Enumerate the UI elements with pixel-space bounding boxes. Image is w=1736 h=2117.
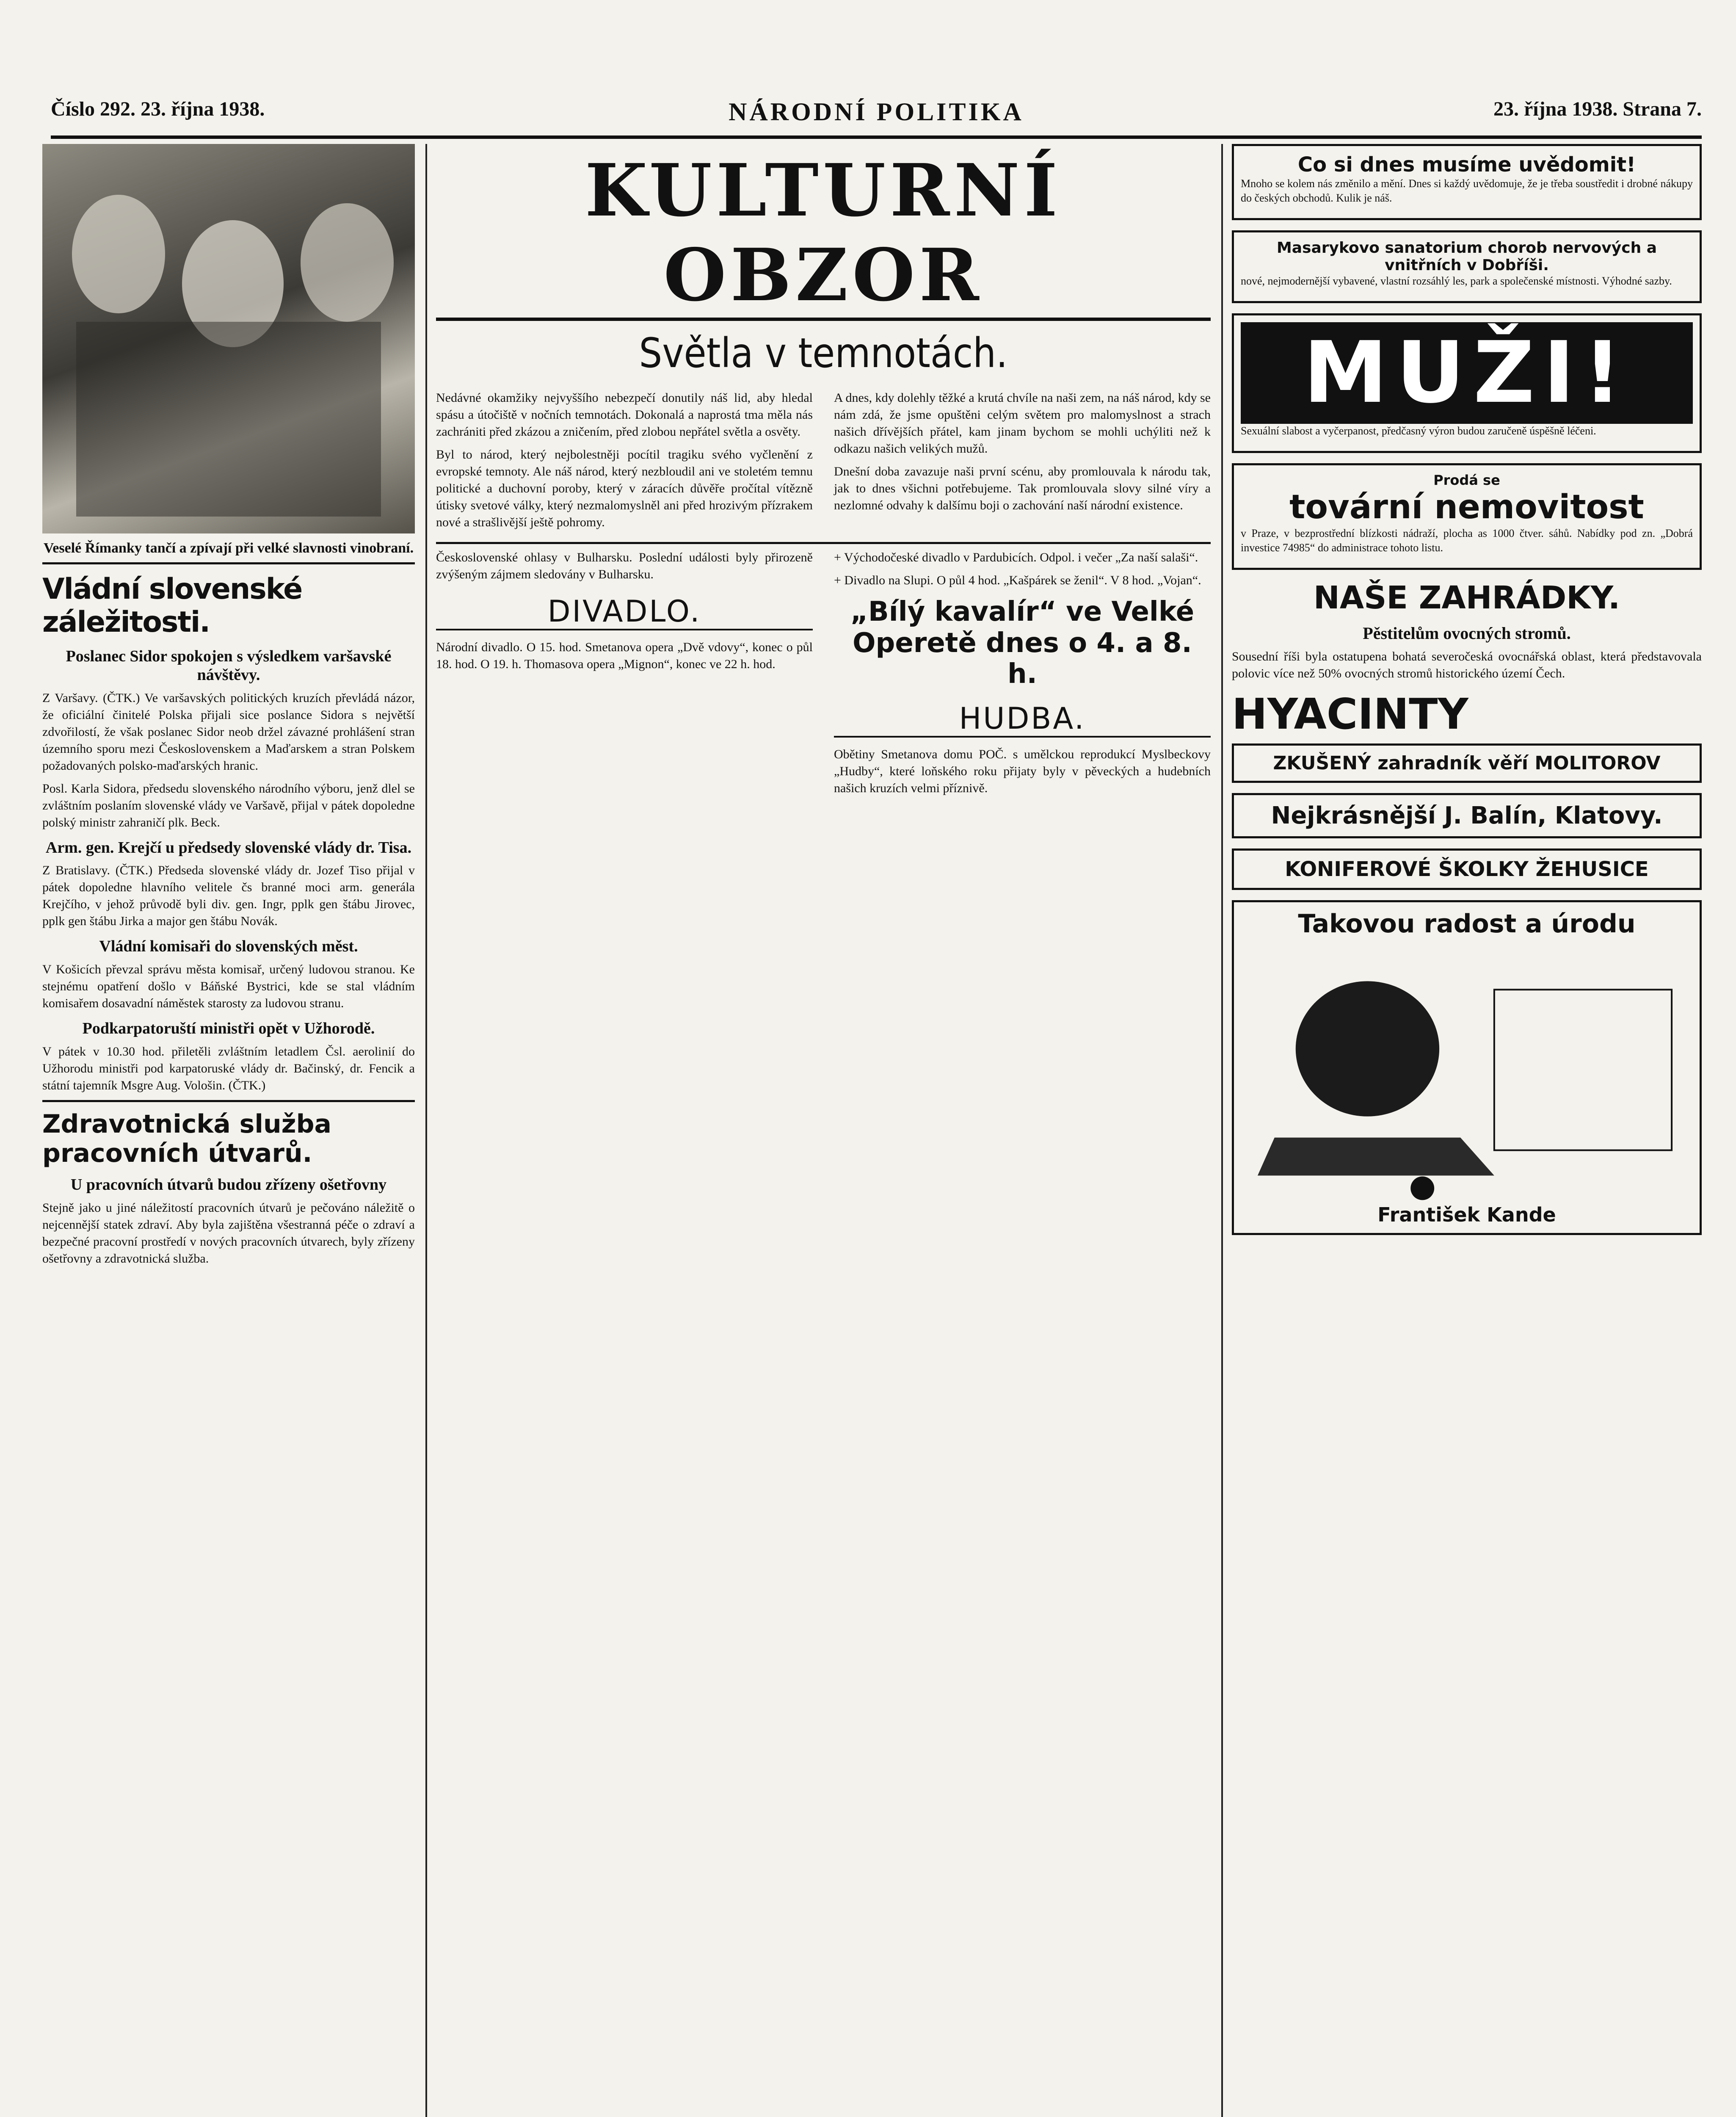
- advert-text: Sexuální slabost a vyčerpanost, předčasný výron budou zaručeně úspěšně léčeni.: [1241, 425, 1596, 437]
- page-number: 23. října 1938. Strana 7.: [1493, 98, 1702, 120]
- advert-box: [1232, 230, 1702, 303]
- advert-title: tovární nemovitost: [1289, 488, 1644, 526]
- advert-signature: František Kande: [1377, 1203, 1556, 1227]
- article-text: A dnes, kdy dolehly těžké a krutá chvíle na naši zem, na náš národ, kdy se nám zdá, že jsme opuštěni celým světem pro malomyslnost a strach našich dřívějších přátel, kam jinam bychom se mohli uchýliti než k odkazu našich velikých mužů.: [834, 391, 1211, 456]
- advert-box: [1232, 313, 1702, 453]
- column-right: [1232, 144, 1702, 2117]
- article-text: Z Bratislavy. (ČTK.) Předseda slovenské vlády dr. Jozef Tiso přijal v pátek dopoledne hlavního velitele čs branné moci arm. generála Krejčího, v jehož průvodě byli div. gen. Ingr, pplk gen štábu Jirovec, pplk gen štábu Jirka a major gen štábu Novák.: [42, 863, 415, 929]
- advert-box: [1232, 144, 1702, 220]
- advert-title: Nejkrásnější J. Balín, Klatovy.: [1271, 802, 1663, 830]
- column-center: [436, 144, 1211, 2117]
- advert-box: [1232, 848, 1702, 890]
- fruit-cart-illustration: [1241, 939, 1693, 1201]
- newspaper-title: NÁRODNÍ POLITIKA: [729, 98, 1024, 126]
- article-text: Československé ohlasy v Bulharsku. Poslední události byly přirozeně zvýšeným zájmem sledovány v Bulharsku.: [436, 550, 813, 581]
- divider: [42, 562, 415, 564]
- article-heading: Podkarpatoruští ministři opět v Užhorodě.: [82, 1020, 375, 1038]
- article-text: Sousední říši byla ostatupena bohatá severočeská ovocnářská oblast, která představovala polovic více než 50% ovocných stromů historického území Čech.: [1232, 649, 1702, 681]
- article-column: [436, 390, 813, 537]
- advert-title: HYACINTY: [1232, 689, 1468, 739]
- listings-column: [834, 549, 1211, 803]
- operetta-ad: „Bílý kavalír“ ve Velké Operetě dnes o 4. a 8. h.: [850, 596, 1195, 690]
- advert-title: MUŽI!: [1241, 322, 1693, 424]
- advert-text: Mnoho se kolem nás změnilo a mění. Dnes si každý uvědomuje, že je třeba soustředit i drobné nákupy do českých obchodů. Kulik je náš.: [1241, 177, 1693, 204]
- column-left: [42, 144, 415, 2117]
- section-heading: DIVADLO.: [436, 594, 813, 630]
- article-heading: Zdravotnická služba pracovních útvarů.: [42, 1109, 332, 1168]
- article-body: [436, 390, 1211, 537]
- section-heading: NAŠE ZAHRÁDKY.: [1313, 580, 1620, 616]
- article-text: Nedávné okamžiky nejvyššího nebezpečí donutily náš lid, aby hledal spásu a útočiště v nočních temnotách. Dokonalá a naprostá tma měla nás zachrániti před zkázou a zničením, před zlobou nepřátel světla a osvěty.: [436, 391, 813, 439]
- theatre-listing: + Divadlo na Slupi. O půl 4 hod. „Kašpárek se ženil“. V 8 hod. „Vojan“.: [834, 573, 1201, 587]
- section-title: KULTURNÍ OBZOR: [436, 148, 1211, 321]
- advert-box: [1232, 463, 1702, 570]
- divider: [42, 1100, 415, 1102]
- theatre-listing: + Východočeské divadlo v Pardubicích. Odpol. i večer „Za naší salaši“.: [834, 550, 1198, 564]
- article-text: Posl. Karla Sidora, předsedu slovenského národního výboru, jenž dlel se zvláštním poslaním slovenské vlády ve Varšavě, přijal v pátek dopoledne polský ministr zahraničí plk. Beck.: [42, 781, 415, 829]
- article-heading: Vládní komisaři do slovenských měst.: [99, 937, 358, 956]
- article-text: Byl to národ, který nejbolestněji pocítil tragiku svého vyčlenění z evropské temnoty. Ale náš národ, který nezbloudil ani ve stoletém temnu politické a duchovní poroby, který v záracích důvěře pročítal vítězně útisky svetové války, který nezmalomyslněl ani před hrozivým přízrakem nové a strašlivější ještě pohromy.: [436, 448, 813, 529]
- section-heading: Vládní slovenské záležitosti.: [42, 572, 302, 639]
- article-title: Světla v temnotách.: [639, 329, 1008, 377]
- article-text: V Košicích převzal správu města komisař, určený ludovou stranou. Ke stejnému opatření došlo v Báňské Bystrici, kde se stal vládním komisařem dosavadní náměstek starosty za ludovou stranu.: [42, 962, 415, 1011]
- section-heading: HUDBA.: [834, 701, 1211, 738]
- advert-title: KONIFEROVÉ ŠKOLKY ŽEHUSICE: [1285, 857, 1649, 882]
- advert-box: [1232, 793, 1702, 838]
- music-listing: Obětiny Smetanova domu POČ. s umělckou reprodukcí Myslbeckovy „Hudby“, které loňského roku přijaty byly v pěveckých a hudebních našich kruzích velmi příznivě.: [834, 747, 1211, 795]
- advert-title: Takovou radost a úrodu: [1298, 909, 1636, 939]
- advert-title: Co si dnes musíme uvědomit!: [1297, 153, 1636, 177]
- article-heading: Poslanec Sidor spokojen s výsledkem varšavské návštěvy.: [66, 647, 392, 684]
- advert-title: Masarykovo sanatorium chorob nervových a vnitřních v Dobříši.: [1276, 239, 1657, 274]
- advert-text: nové, nejmodernější vybavené, vlastní rozsáhlý les, park a společenské místnosti. Výhodné sazby.: [1241, 275, 1672, 287]
- masthead: [51, 85, 1702, 139]
- article-heading: Arm. gen. Krejčí u předsedy slovenské vlády dr. Tisa.: [45, 838, 412, 857]
- advert-pretitle: Prodá se: [1433, 472, 1500, 488]
- article-text: Dnešní doba zavazuje naši první scénu, aby promlouvala k národu tak, jak to dnes všichni potřebujeme. Tak promlouvala slovy silné víry a nezlomné odvahy k dalšímu boji o zachování naší národní existence.: [834, 464, 1211, 512]
- column-divider: [1221, 144, 1223, 2117]
- divider: [436, 542, 1211, 544]
- advert-box: [1232, 900, 1702, 1235]
- article-subheading: U pracovních útvarů budou zřízeny ošetřovny: [70, 1175, 387, 1194]
- listings: [436, 549, 1211, 803]
- advert-title: ZKUŠENÝ zahradník věří MOLITOROV: [1273, 752, 1661, 774]
- dancing-women-photo: [42, 144, 415, 533]
- photo-caption: Veselé Římanky tančí a zpívají při velké slavnosti vinobraní.: [43, 540, 414, 556]
- theatre-listing: Národní divadlo. O 15. hod. Smetanova opera „Dvě vdovy“, konec o půl 18. hod. O 19. h. Thomasova opera „Mignon“, konec ve 22 h. hod.: [436, 640, 813, 671]
- article-heading: Pěstitelům ovocných stromů.: [1363, 624, 1571, 643]
- column-divider: [425, 144, 427, 2117]
- article-text: Stejně jako u jiné náležitostí pracovních útvarů je pečováno náležitě o nejcennější statek zdraví. Aby byla zajištěna všestranná péče o zdraví a bezpečné pracovní prostředí v nových pracovních útvarech, byly zřízeny ošetřovny a zdravotnická služba.: [42, 1200, 415, 1266]
- advert-text: v Praze, v bezprostřední blízkosti nádraží, plocha as 1000 čtver. sáhů. Nabídky pod zn. „Dobrá investice 74985“ do administrace tohoto listu.: [1241, 527, 1693, 554]
- listings-column: [436, 549, 813, 803]
- issue-number: Číslo 292. 23. října 1938.: [51, 98, 265, 120]
- article-text: V pátek v 10.30 hod. přiletěli zvláštním letadlem Čsl. aerolinií do Užhorodu ministři pod karpatoruské vlády dr. Bačinský, dr. Fencik a státní tajemník Msgre Aug. Vološin. (ČTK.): [42, 1044, 415, 1092]
- article-column: [834, 390, 1211, 537]
- advert-box: [1232, 743, 1702, 783]
- article-text: Z Varšavy. (ČTK.) Ve varšavských politických kruzích převládá názor, že oficiální činitelé Polska přijali sice poslance Sidora s největší zdvořilostí, že však poslanec Sidor neob držel závazné prohlášení stran územního sporu mezi Československem a Maďarskem a stran Polskem požadovaných polsko-maďarských hranic.: [42, 691, 415, 773]
